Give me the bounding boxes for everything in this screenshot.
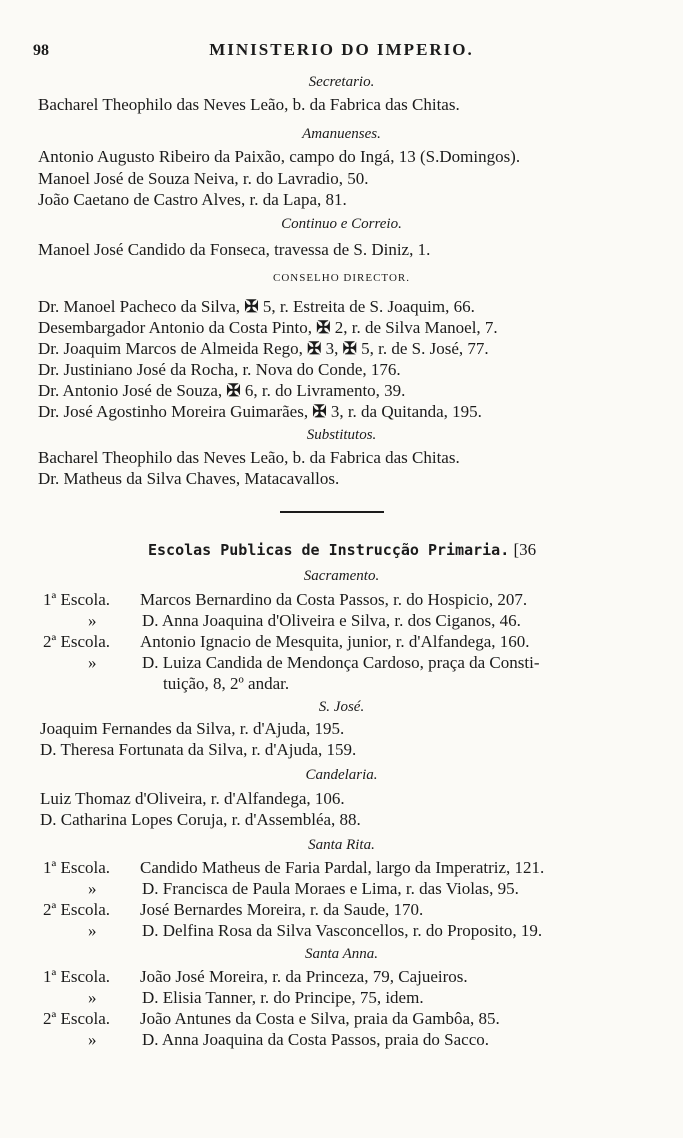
heading-santa-anna: Santa Anna.	[304, 946, 379, 962]
school-entry-continuation: tuição, 8, 2º andar.	[163, 674, 290, 693]
escolas-title-line	[148, 540, 683, 560]
escolas-count: [36	[513, 540, 537, 559]
secretario-entry: Bacharel Theophilo das Neves Leão, b. da Fabrica das Chitas.	[38, 95, 460, 114]
entry-text: Dr. José Agostinho Moreira Guimarães,	[38, 402, 313, 421]
school-entry: Luiz Thomaz d'Oliveira, r. d'Alfandega, 106.	[40, 789, 345, 808]
amanuense-entry: João Caetano de Castro Alves, r. da Lapa, 81.	[38, 190, 347, 209]
page-number: 98	[33, 42, 49, 59]
entry-text: Dr. Manoel Pacheco da Silva,	[38, 297, 245, 316]
order-cross-icon: ✠	[312, 402, 327, 421]
entry-text: 5, r. de S. José, 77.	[356, 339, 489, 358]
substituto-entry: Bacharel Theophilo das Neves Leão, b. da Fabrica das Chitas.	[38, 448, 460, 467]
school-entry: Antonio Ignacio de Mesquita, junior, r. d'Alfandega, 160.	[140, 632, 530, 651]
ditto-mark: »	[88, 879, 97, 898]
heading-conselho-director: CONSELHO DIRECTOR.	[273, 272, 410, 284]
school-entry: Candido Matheus de Faria Pardal, largo da Imperatriz, 121.	[140, 858, 545, 877]
ditto-mark: »	[88, 653, 97, 672]
heading-sacramento: Sacramento.	[303, 568, 380, 584]
conselho-entry	[38, 402, 683, 422]
school-entry: D. Anna Joaquina da Costa Passos, praia do Sacco.	[142, 1030, 490, 1049]
order-cross-icon: ✠	[244, 297, 259, 316]
school-label: 1ª Escola.	[43, 967, 111, 986]
order-cross-icon: ✠	[226, 381, 241, 400]
heading-amanuenses: Amanuenses.	[302, 126, 381, 142]
heading-sao-jose: S. José.	[318, 699, 365, 715]
conselho-entry	[38, 318, 683, 338]
school-entry: D. Anna Joaquina d'Oliveira e Silva, r. dos Ciganos, 46.	[142, 611, 521, 630]
substituto-entry: Dr. Matheus da Silva Chaves, Matacavallos.	[38, 469, 340, 488]
school-entry: D. Catharina Lopes Coruja, r. d'Assembléa, 88.	[40, 810, 361, 829]
school-label: 2ª Escola.	[43, 900, 111, 919]
continuo-entry: Manoel José Candido da Fonseca, travessa de S. Diniz, 1.	[38, 240, 431, 259]
entry-text: Dr. Justiniano José da Rocha, r. Nova do Conde, 176.	[38, 360, 401, 379]
school-entry: Joaquim Fernandes da Silva, r. d'Ajuda, 195.	[40, 719, 345, 738]
amanuense-entry: Antonio Augusto Ribeiro da Paixão, campo do Ingá, 13 (S.Domingos).	[38, 147, 521, 166]
school-entry: D. Elisia Tanner, r. do Principe, 75, idem.	[142, 988, 424, 1007]
amanuense-entry: Manoel José de Souza Neiva, r. do Lavradio, 50.	[38, 169, 369, 188]
school-entry: João Antunes da Costa e Silva, praia da Gambôa, 85.	[140, 1009, 500, 1028]
ditto-mark: »	[88, 611, 97, 630]
entry-text: 2, r. de Silva Manoel, 7.	[330, 318, 498, 337]
school-label: 2ª Escola.	[43, 632, 111, 651]
heading-santa-rita: Santa Rita.	[308, 837, 375, 853]
entry-text: 6, r. do Livramento, 39.	[240, 381, 406, 400]
running-title: MINISTERIO DO IMPERIO.	[209, 40, 474, 59]
ditto-mark: »	[88, 1030, 97, 1049]
school-label: 2ª Escola.	[43, 1009, 111, 1028]
school-entry: Marcos Bernardino da Costa Passos, r. do Hospicio, 207.	[140, 590, 528, 609]
entry-text: 3, r. da Quitanda, 195.	[326, 402, 482, 421]
heading-substitutos: Substitutos.	[306, 427, 377, 443]
school-entry: João José Moreira, r. da Princeza, 79, Cajueiros.	[140, 967, 468, 986]
ditto-mark: »	[88, 921, 97, 940]
school-entry: D. Luiza Candida de Mendonça Cardoso, praça da Consti-	[142, 653, 540, 672]
entry-text: Dr. Antonio José de Souza,	[38, 381, 227, 400]
heading-candelaria: Candelaria.	[305, 767, 378, 783]
order-cross-icon: ✠	[342, 339, 357, 358]
entry-text: 3,	[321, 339, 343, 358]
conselho-entry	[38, 297, 683, 317]
heading-continuo: Continuo e Correio.	[281, 216, 402, 232]
escolas-title: Escolas Publicas de Instrucção Primaria.	[148, 541, 510, 559]
school-entry: D. Francisca de Paula Moraes e Lima, r. das Violas, 95.	[142, 879, 519, 898]
entry-text: 5, r. Estreita de S. Joaquim, 66.	[258, 297, 475, 316]
entry-text: Dr. Joaquim Marcos de Almeida Rego,	[38, 339, 308, 358]
order-cross-icon: ✠	[307, 339, 322, 358]
entry-text: Desembargador Antonio da Costa Pinto,	[38, 318, 317, 337]
school-entry: José Bernardes Moreira, r. da Saude, 170.	[140, 900, 424, 919]
school-entry: D. Theresa Fortunata da Silva, r. d'Ajuda, 159.	[40, 740, 357, 759]
school-label: 1ª Escola.	[43, 590, 111, 609]
heading-secretario: Secretario.	[308, 74, 375, 90]
school-entry: D. Delfina Rosa da Silva Vasconcellos, r. do Proposito, 19.	[142, 921, 543, 940]
conselho-entry	[38, 381, 683, 401]
ditto-mark: »	[88, 988, 97, 1007]
section-divider	[280, 511, 384, 513]
conselho-entry	[38, 360, 683, 380]
order-cross-icon: ✠	[316, 318, 331, 337]
conselho-entry	[38, 339, 683, 359]
school-label: 1ª Escola.	[43, 858, 111, 877]
